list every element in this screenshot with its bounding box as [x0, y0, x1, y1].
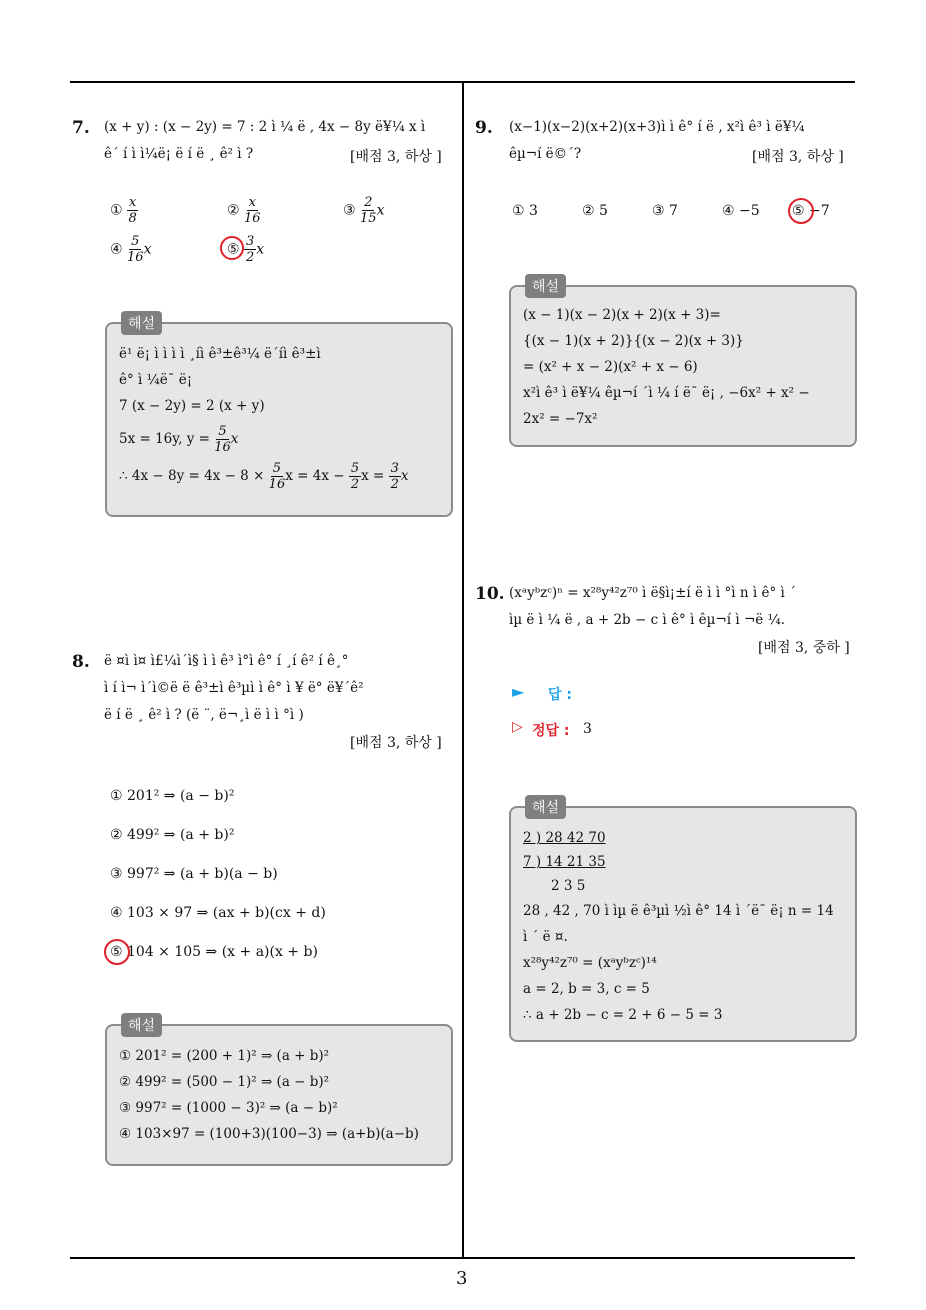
fraction: $\frac{3}{2}$ — [246, 234, 255, 265]
solution-line: (x − 1)(x − 2)(x + 2)(x + 3)= — [523, 307, 721, 323]
solution-line: ê° ì ¼ë¯ ë¡ — [119, 372, 193, 388]
solution-line: = (x² + x − 2)(x² + x − 6) — [523, 359, 698, 375]
choice-2[interactable]: ② 499² ⇒ (a + b)² — [110, 827, 235, 843]
solution-line: 7 (x − 2y) = 2 (x + y) — [119, 398, 265, 414]
solution-box — [509, 279, 857, 447]
solution-line: a = 2, b = 3, c = 5 — [523, 981, 650, 997]
solution-line: {(x − 1)(x + 2)}{(x − 2)(x + 3)} — [523, 333, 744, 349]
solution-line: ② 499² = (500 − 1)² ⇒ (a − b)² — [119, 1074, 330, 1090]
question-number: 8. — [72, 652, 90, 672]
answer-label: 답 : — [548, 687, 572, 703]
choice-5[interactable]: ⑤ 104 × 105 ⇒ (x + a)(x + b) — [110, 944, 318, 960]
solution-tag: 해설 — [525, 274, 566, 298]
solution-tag: 해설 — [121, 1013, 162, 1037]
solution-line: ① 201² = (200 + 1)² ⇒ (a + b)² — [119, 1048, 330, 1064]
answer-circle-mark — [104, 939, 130, 965]
question-text-line: ê´ í ì ì¼ë¡ ë í ë ¸ ê² ì ? — [104, 146, 254, 162]
answer-circle-mark — [788, 198, 814, 224]
fraction: $\frac{x}{16}$ — [244, 195, 261, 226]
score-meta: [배점 3, 하상 ] — [350, 735, 442, 751]
correct-answer-label: 정답 : — [532, 723, 570, 739]
solution-line: 28 , 42 , 70 ì ìµ ë ê³µì ½ì ê° 14 ì ´ë¯ ë¡ n = 14 — [523, 903, 834, 919]
score-meta: [배점 3, 하상 ] — [752, 149, 844, 165]
solution-line: 2 3 5 — [551, 878, 586, 894]
choice-3[interactable]: ③ 7 — [652, 203, 678, 219]
choice-1[interactable]: ① 3 — [512, 203, 538, 219]
question-text-line: ë ¤ì ì¤ ì£¼ì´ì§ ì ì ê³ ì°ì ê° í ¸í ê² í ê¸° — [104, 653, 349, 669]
fraction: $\frac{5}{16}$ — [127, 234, 144, 265]
solution-line: 5x = 16y, y = $\frac{5}{16}$ x — [119, 424, 239, 455]
score-meta: [배점 3, 하상 ] — [350, 149, 442, 165]
solution-box — [105, 1018, 453, 1166]
question-text-line: (x + y) : (x − 2y) = 7 : 2 ì ¼ ë , 4x − 8y ë¥¼ x ì — [104, 119, 426, 135]
choice-1[interactable]: ① $\frac{x}{8}$ — [110, 195, 137, 226]
bottom-rule — [70, 1257, 855, 1259]
choice-3[interactable]: ③ 997² ⇒ (a + b)(a − b) — [110, 866, 278, 882]
solution-line: x²⁸y⁴²z⁷⁰ = (xᵃyᵇzᶜ)¹⁴ — [523, 955, 657, 971]
choice-5[interactable]: ⑤ $\frac{3}{2}$ x — [227, 234, 265, 265]
question-text-line: ìµ ë ì ¼ ë , a + 2b − c ì ê° ì êµ¬í ì ¬ë ¼. — [509, 612, 785, 628]
choice-2[interactable]: ② 5 — [582, 203, 608, 219]
page-number: 3 — [456, 1268, 468, 1289]
correct-answer-value: 3 — [583, 721, 592, 737]
solution-tag: 해설 — [525, 795, 566, 819]
score-meta: [배점 3, 중하 ] — [758, 640, 850, 656]
solution-line: ④ 103×97 = (100+3)(100−3) ⇒ (a+b)(a−b) — [119, 1126, 419, 1142]
choice-2[interactable]: ② $\frac{x}{16}$ — [227, 195, 261, 226]
choice-3[interactable]: ③ $\frac{2}{15}$ x — [343, 195, 385, 226]
solution-line: ∴ a + 2b − c = 2 + 6 − 5 = 3 — [523, 1007, 723, 1023]
solution-tag: 해설 — [121, 311, 162, 335]
choice-4[interactable]: ④ −5 — [722, 203, 760, 219]
answer-arrow-icon: ► — [512, 682, 525, 701]
question-text-line: (xᵃyᵇzᶜ)ⁿ = x²⁸y⁴²z⁷⁰ ì ë§ì¡±í ë ì ì °ì n ì ê° ì ´ — [509, 585, 796, 601]
solution-line: ì ´ ë ¤. — [523, 929, 568, 945]
solution-box — [105, 316, 453, 517]
choice-4[interactable]: ④ 103 × 97 ⇒ (ax + b)(cx + d) — [110, 905, 326, 921]
fraction: $\frac{5}{16}$ — [214, 424, 231, 455]
question-text-line: ì í ì¬ ì´ì©ë ë ê³±ì ê³µì ì ê° ì ¥ ë° ë¥´ê² — [104, 680, 364, 696]
solution-box — [509, 800, 857, 1042]
fraction: $\frac{2}{15}$ — [360, 195, 377, 226]
choice-4[interactable]: ④ $\frac{5}{16}$ x — [110, 234, 152, 265]
question-text-line: (x−1)(x−2)(x+2)(x+3)ì ì ê° í ë , x²ì ê³ ì ë¥¼ — [509, 119, 805, 135]
solution-line: 2x² = −7x² — [523, 411, 598, 427]
question-text-line: êµ¬í ë©´? — [509, 146, 582, 162]
solution-line: ③ 997² = (1000 − 3)² ⇒ (a − b)² — [119, 1100, 338, 1116]
choice-1[interactable]: ① 201² ⇒ (a − b)² — [110, 788, 235, 804]
solution-line: ∴ 4x − 8y = 4x − 8 × $\frac{5}{16}$ x = 4x − $\frac{5}{2}$ x = $\frac{3}{2}$ x — [119, 461, 409, 492]
correct-answer-arrow-icon: ▷ — [512, 719, 523, 735]
question-number: 9. — [475, 118, 493, 138]
fraction: $\frac{5}{16}$ — [268, 461, 286, 492]
column-divider — [462, 82, 464, 1259]
solution-line: ë¹ ë¡ ì ì ì ì ¸íì ê³±ê³¼ ë´íì ê³±ì — [119, 346, 321, 362]
choice-5[interactable]: ⑤ −7 — [792, 203, 830, 219]
fraction: $\frac{5}{2}$ — [350, 461, 360, 492]
solution-line: x²ì ê³ ì ë¥¼ êµ¬í ´ì ¼ í ë¯ ë¡ , −6x² + x² − — [523, 385, 810, 401]
fraction: $\frac{3}{2}$ — [390, 461, 399, 492]
solution-line: 7 ) 14 21 35 — [523, 854, 606, 870]
answer-circle-mark — [220, 236, 244, 260]
question-number: 7. — [72, 118, 90, 138]
question-number: 10. — [475, 584, 505, 604]
question-text-line: ë í ë ¸ ê² ì ? (ë ¨, ë¬¸ì ë ì ì °ì ) — [104, 707, 304, 723]
solution-line: 2 ) 28 42 70 — [523, 830, 606, 846]
fraction: $\frac{x}{8}$ — [128, 195, 137, 226]
